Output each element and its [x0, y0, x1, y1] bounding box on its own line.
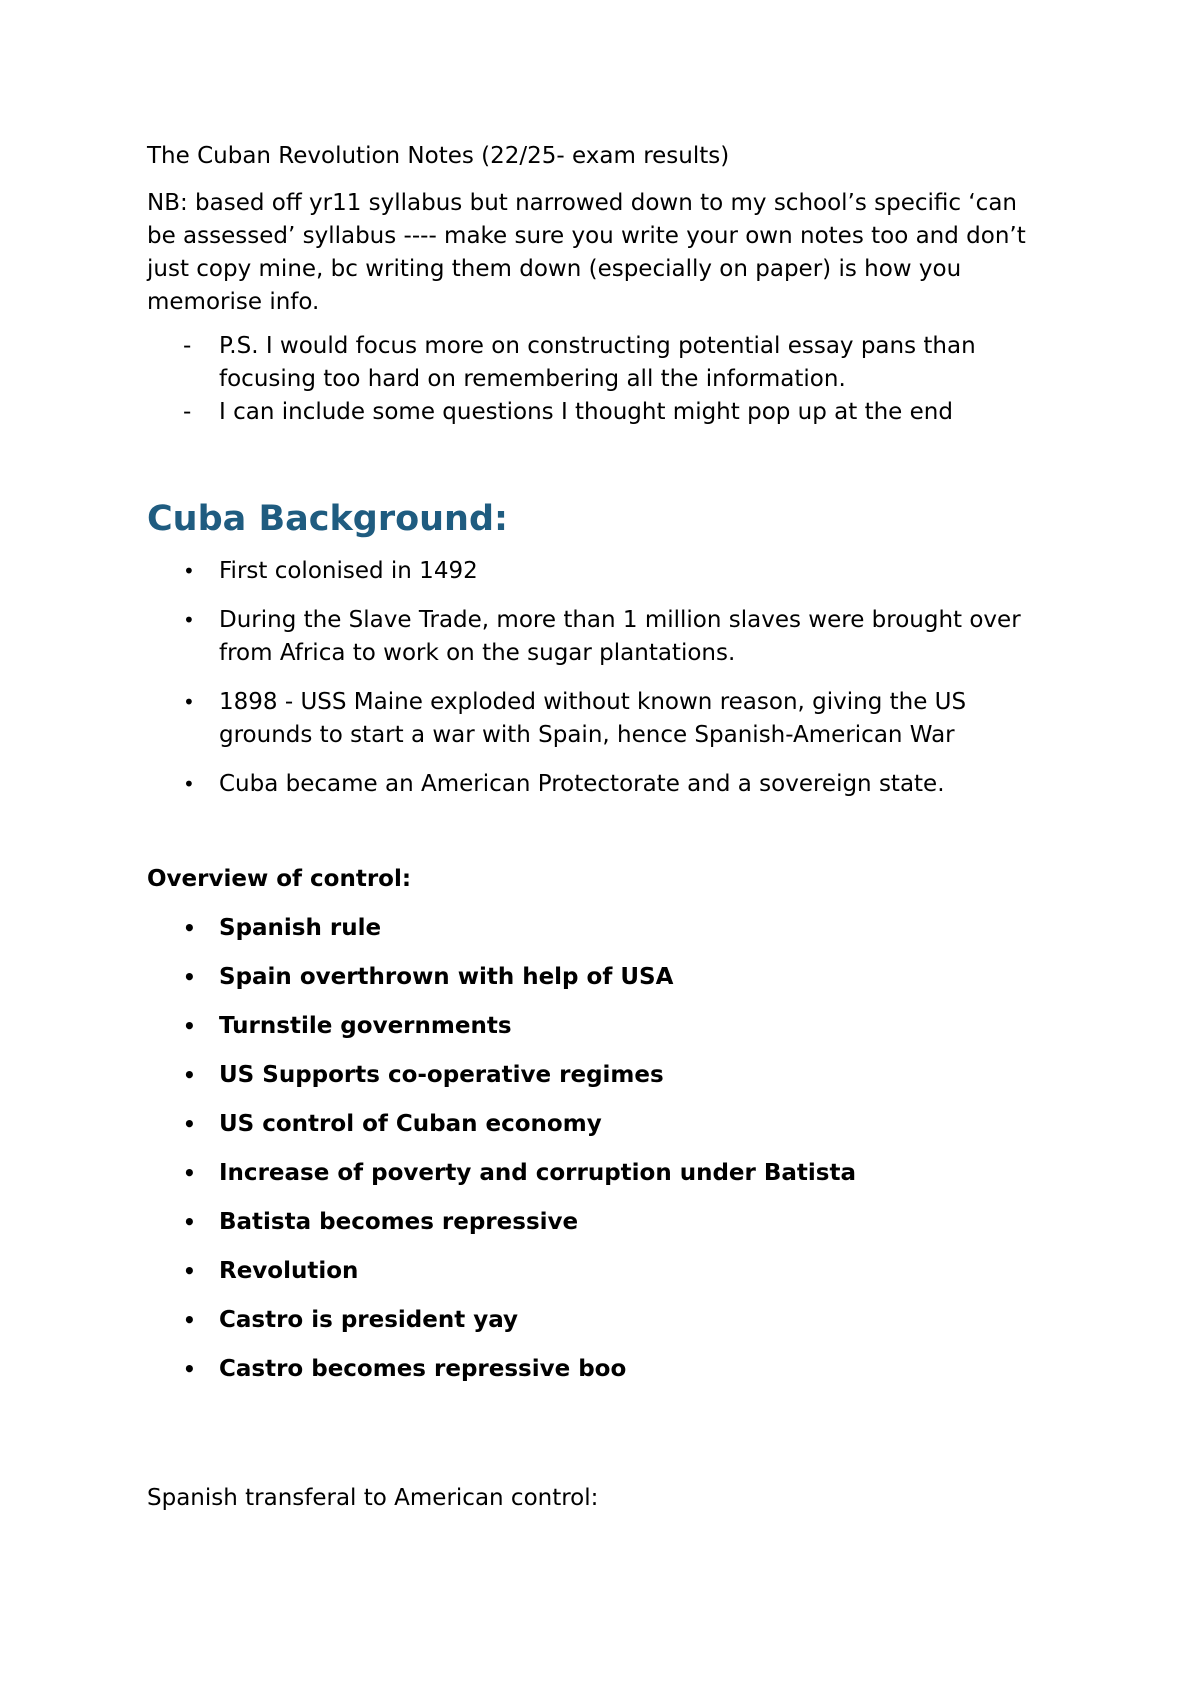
list-item — [147, 396, 1047, 429]
list-item — [147, 1353, 1047, 1386]
list-item-text: During the Slave Trade, more than 1 million slaves were brought over from Africa to work on the sugar plantations. — [219, 607, 1021, 666]
bullet-marker: • — [183, 559, 195, 583]
list-item-text: US Supports co-operative regimes — [219, 1062, 664, 1088]
list-item-text: Spain overthrown with help of USA — [219, 964, 674, 990]
list-item — [147, 1304, 1047, 1337]
list-item — [147, 1206, 1047, 1239]
list-item — [147, 1010, 1047, 1043]
section-heading-cuba-background: Cuba Background: — [147, 499, 509, 539]
bullet-marker: • — [183, 772, 195, 796]
nb-paragraph: NB: based off yr11 syllabus but narrowed down to my school’s specific ‘can be assessed’ syllabus ---- make sure you write your own notes too and don’t just copy mine, bc writing them down (especially on paper) is how you memorise info. — [147, 190, 1026, 315]
list-item-text: 1898 - USS Maine exploded without known reason, giving the US grounds to start a war with Spain, hence Spanish-American War — [219, 689, 967, 748]
document-title: The Cuban Revolution Notes (22/25- exam results) — [147, 143, 730, 169]
list-item-text: Castro becomes repressive boo — [219, 1356, 627, 1382]
list-item-text: Turnstile governments — [219, 1013, 512, 1039]
list-item — [147, 1059, 1047, 1092]
bullet-marker: • — [183, 916, 196, 940]
list-item-text: Castro is president yay — [219, 1307, 519, 1333]
bullet-marker: • — [183, 1259, 196, 1283]
list-item — [147, 555, 1047, 588]
list-item-text: Increase of poverty and corruption under Batista — [219, 1160, 857, 1186]
list-item — [147, 1108, 1047, 1141]
list-item-text: First colonised in 1492 — [219, 558, 478, 584]
bullet-marker: • — [183, 965, 196, 989]
bullet-marker: • — [183, 1210, 196, 1234]
dash-marker: - — [183, 399, 192, 425]
notes-list — [147, 330, 1047, 429]
note-text: I can include some questions I thought might pop up at the end — [219, 399, 953, 425]
list-item — [147, 961, 1047, 994]
note-text: P.S. I would focus more on constructing potential essay pans than focusing too hard on remembering all the information. — [219, 333, 976, 392]
list-item — [147, 330, 1047, 396]
list-item — [147, 686, 1047, 752]
bullet-marker: • — [183, 1014, 196, 1038]
bullet-marker: • — [183, 1161, 196, 1185]
list-item — [147, 768, 1047, 801]
bullet-marker: • — [183, 1063, 196, 1087]
list-item-text: Cuba became an American Protectorate and a sovereign state. — [219, 771, 945, 797]
list-item — [147, 1255, 1047, 1288]
document-page — [147, 140, 1047, 1515]
bullet-marker: • — [183, 1112, 196, 1136]
list-item — [147, 1157, 1047, 1190]
overview-heading: Overview of control: — [147, 866, 412, 892]
list-item-text: Spanish rule — [219, 915, 382, 941]
list-item — [147, 604, 1047, 670]
overview-list — [147, 912, 1047, 1386]
bullet-marker: • — [183, 690, 195, 714]
transfer-heading: Spanish transferal to American control: — [147, 1485, 599, 1511]
dash-marker: - — [183, 333, 192, 359]
bullet-marker: • — [183, 1308, 196, 1332]
list-item-text: Batista becomes repressive — [219, 1209, 579, 1235]
list-item — [147, 912, 1047, 945]
bullet-marker: • — [183, 1357, 196, 1381]
bullet-marker: • — [183, 608, 195, 632]
background-list — [147, 555, 1047, 801]
list-item-text: Revolution — [219, 1258, 359, 1284]
list-item-text: US control of Cuban economy — [219, 1111, 602, 1137]
